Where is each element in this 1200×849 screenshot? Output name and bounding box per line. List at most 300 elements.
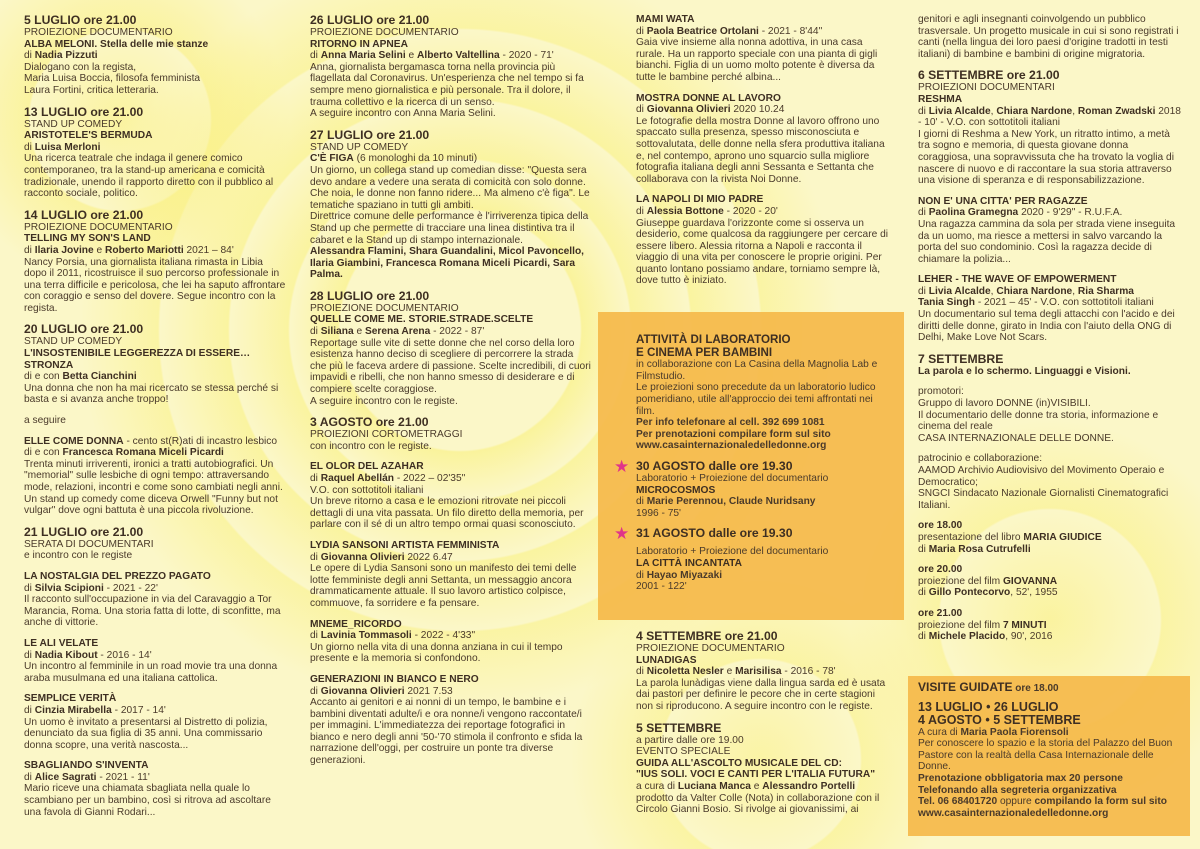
credits-author: Nicoletta Nesler — [646, 666, 724, 678]
entry-text: Giuseppe guardava l'orizzonte come si osserva un desiderio, come qualcosa da raggiungere per cercare di essere libero. Alessia ritorna a Napoli e racconta il viaggio di una vita per conoscere le proprie origini. Per quanto lontano possiamo andare, torniamo sempre là, dove tutto è iniziato. — [636, 217, 889, 287]
lab-event-1-title: MICROCOSMOS — [636, 484, 716, 496]
entry-text: Mario riceve una chiamata sbagliata nella quale lo scambiano per un bambino, così si ritrova ad ascoltare una favola di Gianni Rodari... — [24, 783, 271, 818]
entry-kind: SERATA DI DOCUMENTARI — [24, 538, 154, 550]
credits-author: Marisilisa — [735, 666, 782, 678]
credits-sep: e — [405, 50, 418, 62]
credits-meta: , 90', 2016 — [1005, 631, 1053, 643]
entry-date: 28 LUGLIO ore 21.00 — [310, 288, 430, 303]
visits-website: www.casainternazionaledelledonne.org — [918, 807, 1109, 819]
entry-title-text: QUELLE COME ME. STORIE.STRADE.SCELTE — [310, 314, 534, 326]
credits-prefix: di — [918, 105, 929, 117]
programme-entry — [918, 14, 1182, 60]
credits-meta: - 2021 - 22' — [103, 582, 158, 594]
entry-kind: PROIEZIONI CORTOMETRAGGI — [310, 429, 463, 441]
lab-intro: in collaborazione con La Casina della Magnolia Lab e Filmstudio. Le proiezioni sono precedute da un laboratorio ludico pomeridiano, utile all'approccio dei temi affrontati nei film. — [636, 359, 878, 417]
entry-text: Il racconto sull'occupazione in via del Caravaggio a Tor Marancia, Roma. Una storia fatta di lotte, di sconfitte, ma anche di vittorie. — [24, 594, 281, 629]
entry-credits — [636, 104, 894, 116]
credits-prefix: di — [918, 207, 929, 219]
entry-title — [636, 14, 894, 26]
visits-booking-3: Tel. 06 68401720 oppure compilando la form sul sito — [918, 796, 1167, 808]
entry-text: I giorni di Reshma a New York, un ritratto intimo, a metà tra sogno e memoria, di questa giovane donna coraggiosa, una sopravvissuta che ha trovato la voglia di nascere di nuovo e di raccontare la sua storia attraverso una visione di speranza e di responsabilizzazione. — [918, 128, 1174, 187]
entry-credits — [24, 705, 286, 717]
lab-event-2 — [614, 524, 888, 593]
credits-author: Nadia Kibout — [34, 649, 98, 661]
programme-entry — [24, 526, 286, 562]
credits-meta: - 2022 - 87' — [430, 326, 485, 338]
credits-sep: , — [990, 285, 997, 297]
entry-title-text: MAMI WATA — [636, 14, 695, 25]
entry-text: Reportage sulle vite di sette donne che nel corso della loro esistenza hanno deciso di scegliere di percorrere la strada che più le faceva ardere di passione. Scelte incredibili, di cuori impavidi e ribelli, che non hanno smesso di desiderare e di compiere scelte coraggiose. A seguire incontro con le registe. — [310, 337, 591, 407]
credits-meta: - 2021 - 8'44" — [758, 25, 823, 37]
lab-event-1 — [614, 456, 888, 519]
entry-date: 6 SETTEMBRE ore 21.00 — [918, 68, 1060, 83]
credits-meta: 2021 7.53 — [404, 685, 453, 697]
credits-prefix: di — [918, 631, 929, 643]
programme-entry — [310, 14, 592, 120]
credits-sep: , — [1072, 105, 1078, 117]
lab-event-2-kind: Laboratorio + Proiezione del documentario — [636, 546, 829, 558]
entry-text: Trenta minuti irriverenti, ironici a tratti autobiografici. Un "memorial" sulle lesbiche di ogni tempo: attraversando mode, relazioni, incontri e come sono cambiati negli anni. Un stand up comedy come diceva Orwell "Funny but not vulgar" dove ogni battuta è una piccola rivoluzione. — [24, 458, 283, 517]
entry-title-text: TELLING MY SON'S LAND — [24, 233, 151, 245]
entry-title — [918, 532, 1182, 544]
entry-kind: PROIEZIONE DOCUMENTARIO — [636, 643, 785, 654]
entry-kind: PROIEZIONE DOCUMENTARIO — [310, 27, 459, 38]
credits-meta: - 2017 - 14' — [111, 704, 166, 716]
entry-title-text: La parola e lo schermo. Linguaggi e Visioni. — [918, 365, 1131, 377]
entry-title — [918, 366, 1182, 378]
programme-entry — [24, 323, 286, 406]
credits-author: Maria Rosa Cutrufelli — [928, 543, 1031, 555]
credits-meta: - 2022 - 4'33" — [411, 630, 476, 642]
entry-title — [636, 93, 894, 105]
entry-credits — [310, 552, 592, 564]
entry-kind: PROIEZIONE DOCUMENTARIO — [24, 221, 173, 233]
credits-author: Raquel Abellán — [320, 473, 394, 484]
programme-entry — [636, 722, 894, 816]
lab-event-2-meta: 2001 - 122' — [636, 581, 687, 593]
entry-title-text: LUNADIGAS — [636, 654, 697, 666]
entry-title — [24, 693, 286, 705]
credits-author: Giovanna Olivieri — [646, 104, 731, 116]
credits-sep: e — [750, 780, 763, 792]
entry-title-text: L'INSOSTENIBILE LEGGEREZZA DI ESSERE… STRONZA — [24, 348, 251, 371]
entry-title-post: - cento st(R)ati di incastro lesbico — [123, 435, 278, 447]
lab-event-1-kind: Laboratorio + Proiezione del documentario — [636, 472, 829, 484]
entry-title — [918, 196, 1182, 208]
credits-prefix: a cura di — [636, 780, 678, 792]
credits-author: Silvia Scipioni — [34, 582, 104, 594]
lab-event-1-by: di Marie Perennou, Claude Nuridsany — [636, 496, 816, 508]
credits-author: Livia Alcalde — [928, 105, 991, 117]
entry-text: Una ragazza cammina da sola per strada viene inseguita da un uomo, ma riesce a mettersi in salvo varcando la porta del suo condominio. Così la ragazza decide di chiamare la polizia... — [918, 218, 1176, 265]
credits-prefix: di — [24, 649, 35, 661]
credits-author: Ilaria Jovine — [34, 244, 94, 256]
credits-author: Anna Maria Selini — [320, 50, 406, 62]
entry-title-post: (6 monologhi da 10 minuti) — [353, 153, 478, 165]
credits-author: Alessia Bottone — [646, 205, 724, 217]
entry-text: Una ricerca teatrale che indaga il genere comico contemporaneo, tra la stand-up americana e comicità tradizionale, unendo il rapporto diretto con il pubblico al racconto sociale, politico. — [24, 153, 274, 200]
lab-info-booking: Per prenotazioni compilare form sul sito www.casainternazionaledelledonne.org — [636, 428, 831, 452]
programme-entry — [24, 415, 286, 427]
entry-title-text: LE ALI VELATE — [24, 637, 99, 649]
credits-meta: - 2020 - 71' — [499, 50, 554, 62]
entry-title — [636, 655, 894, 667]
entry-title — [24, 760, 286, 772]
entry-credits — [310, 326, 592, 338]
entry-credits — [918, 587, 1182, 599]
entry-title — [24, 571, 286, 583]
credits-author: Serena Arena — [364, 326, 431, 338]
entry-credits — [24, 583, 286, 595]
visits-title: VISITE GUIDATE ore 18.00 — [918, 680, 1059, 694]
entry-title-text: SBAGLIANDO S'INVENTA — [24, 760, 149, 772]
entry-kind: PROIEZIONI DOCUMENTARI — [918, 82, 1055, 94]
entry-date: 7 SETTEMBRE — [918, 351, 1004, 366]
entry-title-text: GENERAZIONI IN BIANCO E NERO — [310, 673, 479, 685]
visits-dates-1: 13 LUGLIO • 26 LUGLIO — [918, 699, 1059, 714]
entry-title-text: ARISTOTELE'S BERMUDA — [24, 130, 153, 142]
credits-author: Roman Zwadski — [1077, 105, 1156, 117]
entry-title-text: LA NAPOLI DI MIO PADRE — [636, 194, 764, 206]
entry-date: 5 SETTEMBRE — [636, 720, 722, 735]
column-4 — [918, 14, 1182, 652]
credits-prefix: di — [24, 50, 35, 62]
programme-entry — [636, 630, 894, 713]
entry-credits — [24, 772, 286, 784]
entry-kind: a partire dalle ore 19.00 EVENTO SPECIALE — [636, 734, 744, 758]
entry-date: 5 LUGLIO ore 21.00 — [24, 13, 137, 27]
credits-prefix: di — [24, 141, 35, 153]
credits-sep: e — [723, 666, 736, 678]
entry-title-text: NON E' UNA CITTA' PER RAGAZZE — [918, 195, 1088, 207]
entry-text: promotori: Gruppo di lavoro DONNE (in)VISIBILI. Il documentario delle donne tra storia, informazione e cinema del reale CASA INTERNAZIONALE DELLE DONNE. — [918, 386, 1159, 444]
column-3 — [636, 14, 894, 296]
entry-title — [310, 461, 592, 473]
entry-text: Una donna che non ha mai ricercato se stessa perché si basta e si avanza anche troppo! — [24, 382, 279, 406]
lab-event-1-meta: 1996 - 75' — [636, 507, 681, 519]
entry-time: ore 20.00 — [918, 564, 963, 576]
column-2 — [310, 14, 592, 776]
column-3-lower — [636, 630, 894, 825]
entry-text: e incontro con le registe — [24, 550, 133, 562]
credits-meta: - 2016 - 78' — [781, 666, 836, 678]
entry-title — [636, 758, 894, 781]
programme-entry — [310, 416, 592, 452]
credits-author: Chiara Nardone — [996, 285, 1073, 297]
credits-prefix: di — [918, 543, 929, 555]
credits-prefix: di — [24, 771, 35, 783]
programme-entry — [24, 209, 286, 315]
entry-kind: PROIEZIONE DOCUMENTARIO — [24, 27, 173, 38]
entry-text: Le opere di Lydia Sansoni sono un manifesto dei temi delle lotte femministe degli anni Settanta, un messaggio ancora drammaticamente attuale. Il suo lavoro artistico colpisce, commuove, fa sorridere e fa pensare. — [310, 563, 577, 609]
credits-author: Betta Cianchini — [62, 371, 137, 383]
entry-credits — [918, 631, 1182, 643]
entry-text: Un giorno, un collega stand up comedian disse: "Questa sera devo andare a vedere una serata di comicità con solo donne. Che noia, le donne non fanno ridere... Ma almeno c'è figa". Le tematiche spaziano in tutti gli ambiti. Direttrice comune delle performance è l'irriverenza tipica della Stand up che permette di tracciare una linea distintiva tra il cabaret e la Stand up di stampo internazionale. — [310, 164, 590, 246]
entry-text: Anna, giornalista bergamasca torna nella provincia più flagellata dal Coronavirus. Un'esperienza che nel tempo si fa sempre meno giornalistica e più personale. Tra il dolore, il trauma collettivo e la ricerca di un senso. A seguire incontro con Anna Maria Selini. — [310, 61, 584, 120]
credits-sep: e — [93, 244, 105, 256]
entry-date: 4 SETTEMBRE ore 21.00 — [636, 629, 778, 643]
programme-entry — [310, 540, 592, 610]
lab-event-2-date: 31 AGOSTO dalle ore 19.30 — [636, 526, 793, 541]
credits-author: Luisa Merloni — [34, 141, 101, 153]
credits-author: Giovanna Olivieri — [320, 685, 405, 697]
credits-prefix: di — [24, 244, 35, 256]
credits-prefix: di — [310, 551, 321, 563]
credits-author: Alice Sagrati — [34, 771, 97, 783]
credits-prefix: di — [310, 50, 321, 62]
entry-date: 14 LUGLIO ore 21.00 — [24, 207, 144, 222]
credits-author: Lavinia Tommasoli — [320, 630, 412, 642]
entry-text: Accanto ai genitori e ai nonni di un tempo, le bambine e i bambini diventati adulte/i e ora nonne/i vengono raccontate/i per immagini. L'immediatezza dei reportage fotografici in bianco e nero degli anni '50-'70 stimola il confronto e sfida la narrazione dell'oggi, per costruire un ponte tra diverse generazioni. — [310, 697, 583, 767]
entry-title-text: LYDIA SANSONI ARTISTA FEMMINISTA — [310, 539, 500, 551]
credits-author: Alessandro Portelli — [762, 780, 856, 792]
entry-title — [310, 540, 592, 552]
entry-title — [918, 576, 1182, 588]
credits-author: Francesca Romana Miceli Picardi — [62, 447, 224, 459]
programme-entry — [310, 461, 592, 531]
credits-author: Roberto Mariotti — [105, 244, 184, 256]
programme-entry — [918, 453, 1182, 511]
entry-credits — [918, 544, 1182, 556]
entry-credits — [24, 371, 286, 383]
programme-entry — [918, 520, 1182, 555]
entry-kind: PROIEZIONE DOCUMENTARIO — [310, 302, 459, 314]
credits-meta: - 2021 – 45' - V.O. con sottotitoli italiani — [974, 297, 1154, 309]
credits-prefix: di — [24, 582, 35, 594]
entry-credits — [636, 206, 894, 218]
programme-entry — [24, 693, 286, 751]
entry-title-text: LEHER - THE WAVE OF EMPOWERMENT — [918, 274, 1117, 286]
entry-title — [918, 274, 1182, 286]
entry-note: a seguire — [24, 415, 66, 427]
entry-title-text: MOSTRA DONNE AL LAVORO — [636, 92, 781, 104]
credits-author: Nadia Pizzuti — [34, 50, 98, 62]
guided-visits-content — [918, 682, 1184, 819]
entry-credits — [310, 686, 592, 698]
lab-event-2-by: di Hayao Miyazaki — [636, 569, 723, 581]
entry-title-text: MARIA GIUDICE — [1023, 531, 1102, 543]
credits-meta: 2020 10.24 — [730, 104, 785, 116]
entry-text: patrocinio e collaborazione: AAMOD Archivio Audiovisivo del Movimento Operaio e Democratico; SNGCI Sindacato Nazionale Giornalisti Cinematografici Italiani. — [918, 453, 1169, 511]
entry-title-text: ALBA MELONI. Stella delle mie stanze — [24, 38, 209, 50]
entry-credits — [918, 286, 1182, 309]
programme-entry — [24, 14, 286, 97]
programme-entry — [310, 674, 592, 767]
entry-title — [310, 674, 592, 686]
entry-title — [310, 314, 592, 326]
credits-author: Luciana Manca — [677, 780, 751, 792]
entry-text: con incontro con le registe. — [310, 440, 432, 452]
credits-author: Gillo Pontecorvo — [928, 587, 1011, 599]
credits-author: Chiara Nardone — [996, 105, 1073, 117]
entry-title-text: GIOVANNA — [1002, 575, 1058, 587]
entry-date: 21 LUGLIO ore 21.00 — [24, 524, 144, 539]
entry-time: ore 18.00 — [918, 520, 963, 532]
programme-entry — [636, 14, 894, 84]
programme-entry — [918, 353, 1182, 378]
entry-title-text: MNEME_RICORDO — [310, 618, 402, 630]
entry-title — [24, 39, 286, 51]
entry-text: Le fotografie della mostra Donne al lavoro offrono uno spaccato sulla presenza, spesso misconosciuta e sottovalutata, delle donne nella sfera produttiva italiana e, nel contempo, aprono uno squarcio sulla migliore fotografia italiana degli anni Sessanta e Settanta che collaborava con la rivista Noi Donne. — [636, 115, 885, 185]
entry-title — [918, 620, 1182, 632]
entry-text: Un incontro al femminile in un road movie tra una donna araba musulmana ed una italiana cattolica. — [24, 661, 278, 684]
entry-credits — [636, 26, 894, 38]
entry-text: Gaia vive insieme alla nonna adottiva, in una casa rurale. Ha un rapporto speciale con una pianta di gigli bianchi. Figlia di un uomo molto potente è diversa da tutte le bambine perché albina... — [636, 37, 878, 83]
entry-title-text: ELLE COME DONNA — [24, 435, 124, 447]
entry-title — [24, 130, 286, 142]
credits-sep: , — [990, 105, 997, 117]
credits-prefix: di e con — [24, 447, 63, 459]
lab-event-1-date: 30 AGOSTO dalle ore 19.30 — [636, 458, 793, 473]
programme-entry — [24, 638, 286, 684]
credits-meta: - 2022 – 02'35" — [393, 473, 466, 484]
lab-event-2-title: LA CITTÀ INCANTATA — [636, 557, 743, 569]
programme-entry — [310, 290, 592, 407]
credits-author: Paolina Gramegna — [928, 207, 1019, 219]
visits-text: Per conoscere lo spazio e la storia del Palazzo del Buon Pastore con la realtà della Casa Internazionale delle Donne. — [918, 738, 1173, 773]
credits-prefix: di — [636, 104, 647, 116]
entry-text: Un documentario sul tema degli attacchi con l'acido e dei diritti delle donne, girato in India con l'aiuto della ONG di Delhi, Make Love Not Scars. — [918, 309, 1175, 344]
programme-entry — [918, 69, 1182, 186]
entry-kind: STAND UP COMEDY — [24, 118, 123, 130]
credits-meta: 2021 – 84' — [183, 244, 234, 256]
entry-credits — [24, 50, 286, 62]
entry-date: 3 AGOSTO ore 21.00 — [310, 415, 429, 430]
credits-author: Livia Alcalde — [928, 285, 991, 297]
entry-title-text: SEMPLICE VERITÀ — [24, 693, 117, 705]
credits-author: Cinzia Mirabella — [34, 704, 112, 716]
entry-performers: Alessandra Flamini, Shara Guandalini, Micol Pavoncello, Ilaria Giambini, Francesca Romana Miceli Picardi, Sara Palma. — [310, 246, 585, 281]
entry-title — [310, 39, 592, 51]
entry-credits — [24, 650, 286, 662]
entry-title — [24, 233, 286, 245]
credits-meta: 2022 6.47 — [404, 551, 453, 563]
entry-credits — [24, 447, 286, 459]
programme-entry — [918, 386, 1182, 444]
entry-time: ore 21.00 — [918, 607, 963, 619]
programme-entry — [24, 436, 286, 517]
entry-date: 20 LUGLIO ore 21.00 — [24, 322, 144, 337]
entry-text: La parola lunàdigas viene dalla lingua sarda ed è usata dai pastori per definire le pecore che in certe stagioni non si riproducono. A seguire incontro con le registe. — [636, 677, 886, 712]
credits-prefix: di — [24, 704, 35, 716]
entry-text: V.O. con sottotitoli italiani Un breve ritorno a casa e le emozioni ritrovate nei piccoli dettagli di una vita passata. Un filo diretto della memoria, per parlare con il sé di un altro tempo ormai quasi sconosciuto. — [310, 484, 584, 531]
lab-info-phone: Per info telefonare al cell. 392 699 1081 — [636, 417, 825, 429]
credits-author: Alberto Valtellina — [417, 50, 500, 62]
credits-prefix: di — [918, 587, 929, 599]
entry-title-text: C'È FIGA — [310, 153, 354, 165]
entry-credits — [24, 245, 286, 257]
lab-title: ATTIVITÀ DI LABORATORIO E CINEMA PER BAMBINI — [636, 333, 791, 359]
entry-date: 27 LUGLIO ore 21.00 — [310, 127, 430, 142]
credits-sep: , — [1072, 285, 1078, 297]
entry-title — [310, 619, 592, 631]
entry-credits — [310, 630, 592, 642]
programme-entry — [636, 194, 894, 287]
star-icon: ★ — [614, 524, 630, 544]
credits-author: Siliana — [320, 326, 354, 338]
credits-sep: e — [353, 326, 365, 338]
credits-prefix: di — [310, 473, 321, 484]
entry-credits — [310, 473, 592, 485]
credits-prefix: di e con — [24, 371, 63, 383]
entry-text: genitori e agli insegnanti coinvolgendo un pubblico trasversale. Un progetto musicale in cui si sono registrati i canti (nella lingua dei loro paesi d'origine tradotti in testi italiani) di bambine e bambini di origine migratoria. — [918, 14, 1179, 60]
entry-title-text: RESHMA — [918, 93, 963, 105]
entry-credits — [310, 50, 592, 62]
programme-entry — [24, 571, 286, 629]
credits-meta: , 52', 1955 — [1010, 587, 1058, 599]
credits-meta: 2018 - 10' - V.O. con sottotitoli italiani — [918, 105, 1181, 129]
programme-entry — [918, 274, 1182, 344]
programme-entry — [918, 564, 1182, 599]
credits-meta: 2020 - 9'29" - R.U.F.A. — [1018, 207, 1123, 219]
entry-credits — [918, 207, 1182, 219]
programme-entry — [310, 619, 592, 665]
visits-curator: A cura di Maria Paola Fiorensoli — [918, 726, 1069, 738]
credits-author: Ria Sharma — [1077, 285, 1134, 297]
credits-prefix: di — [636, 25, 647, 37]
entry-text: Un uomo è invitato a presentarsi al Distretto di polizia, denunciato da sua figlia di 35 anni. Una commissario donna scopre, una verità nascosta... — [24, 716, 268, 751]
entry-credits — [636, 781, 894, 793]
credits-author: Paola Beatrice Ortolani — [646, 25, 759, 37]
entry-text: Nancy Porsia, una giornalista italiana rimasta in Libia dopo il 2011, ricostruisce il suo percorso professionale in una terra difficile e pericolosa, che lei ha saputo affrontare con coraggio e senso del dovere. Segue incontro con la regista. — [24, 256, 286, 314]
entry-title-text: GUIDA ALL'ASCOLTO MUSICALE DEL CD: "IUS SOLI. VOCI E CANTI PER L'ITALIA FUTURA" — [636, 757, 876, 781]
credits-author: Michele Placido — [928, 631, 1006, 643]
star-icon: ★ — [614, 456, 630, 476]
visits-booking-2: Telefonando alla segreteria organizzativa — [918, 784, 1117, 796]
credits-prefix: di — [310, 630, 321, 642]
entry-title — [310, 153, 592, 165]
programme-entry — [918, 196, 1182, 266]
credits-prefix: di — [310, 685, 321, 697]
programme-entry — [310, 129, 592, 281]
credits-author: Tania Singh — [918, 297, 975, 309]
visits-booking-1: Prenotazione obbligatoria max 20 persone — [918, 772, 1123, 784]
entry-date: 26 LUGLIO ore 21.00 — [310, 13, 430, 27]
entry-date: 13 LUGLIO ore 21.00 — [24, 104, 144, 119]
credits-meta: - 2020 - 20' — [723, 205, 778, 217]
entry-title-text: LA NOSTALGIA DEL PREZZO PAGATO — [24, 570, 211, 582]
programme-entry — [918, 608, 1182, 643]
entry-title — [24, 348, 286, 371]
entry-title — [24, 436, 286, 448]
credits-meta: - 2021 - 11' — [96, 771, 150, 783]
credits-prefix: di — [918, 285, 929, 297]
column-1 — [24, 14, 286, 827]
entry-text: Dialogano con la regista, Maria Luisa Boccia, filosofa femminista Laura Fortini, critica letteraria. — [24, 61, 201, 96]
entry-kind: STAND UP COMEDY — [310, 141, 409, 153]
children-lab-content — [614, 333, 888, 593]
entry-title-pre: presentazione del libro — [918, 531, 1024, 543]
entry-title — [636, 194, 894, 206]
entry-credits — [918, 106, 1182, 129]
credits-meta: - 2016 - 14' — [97, 649, 152, 661]
entry-title-pre: proiezione del film — [918, 575, 1003, 587]
entry-credits — [636, 666, 894, 678]
entry-kind: STAND UP COMEDY — [24, 336, 123, 348]
entry-title — [24, 638, 286, 650]
visits-dates-2: 4 AGOSTO • 5 SETTEMBRE — [918, 712, 1081, 727]
credits-prefix: di — [310, 326, 321, 338]
entry-title-text: 7 MINUTI — [1002, 619, 1047, 631]
programme-entry — [636, 93, 894, 186]
programme-entry — [24, 106, 286, 200]
credits-prefix: di — [636, 205, 647, 217]
entry-text: prodotto da Valter Colle (Nota) in collaborazione con il Circolo Gianni Bosio. Si rivolge ai giovanissimi, ai — [636, 792, 880, 816]
credits-author: Giovanna Olivieri — [320, 551, 405, 563]
entry-title-text: EL OLOR DEL AZAHAR — [310, 461, 424, 473]
entry-text: Un giorno nella vita di una donna anziana in cui il tempo presente e la memoria si confondono. — [310, 641, 563, 665]
entry-title — [918, 94, 1182, 106]
